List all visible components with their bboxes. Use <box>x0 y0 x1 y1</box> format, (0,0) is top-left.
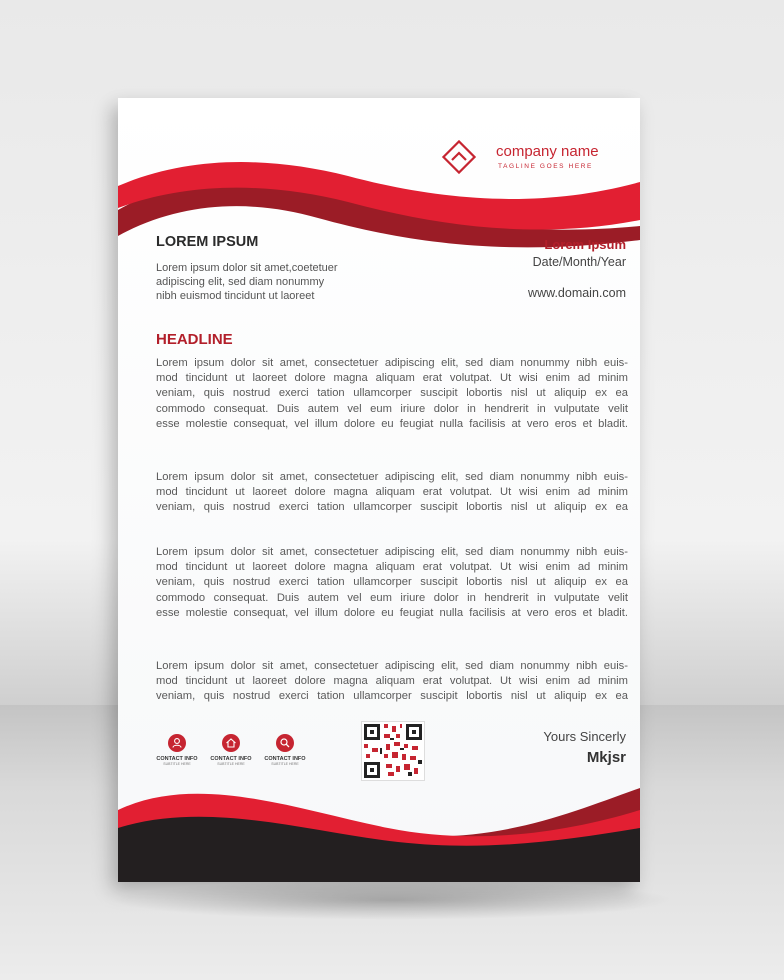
sender-address-line: adipiscing elit, sed diam nonummy <box>156 276 325 288</box>
paragraph-line: veniam, quis nostrud exerci tation ullamcorper suscipit lobortis nisl ut aliquip ex ea <box>156 387 628 400</box>
paragraph-line: esse molestie consequat, vel illum dolore eu feugiat nulla facilisis at vero eros et bladit. <box>156 606 628 619</box>
contact-info-item[interactable] <box>262 734 308 766</box>
company-name: company name <box>496 143 599 160</box>
company-logo-icon <box>440 138 478 176</box>
closing-salutation: Yours Sincerly <box>543 729 626 744</box>
body-paragraph <box>156 470 628 516</box>
sender-address-line: Lorem ipsum dolor sit amet,coetetuer <box>156 262 338 274</box>
paragraph-line: Lorem ipsum dolor sit amet, consectetuer adipiscing elit, sed diam nonummy nibh euis- <box>156 471 628 483</box>
headline: HEADLINE <box>156 331 233 348</box>
contact-label: CONTACT INFO <box>156 756 198 762</box>
body-paragraph <box>156 356 628 432</box>
company-tagline: TAGLINE GOES HERE <box>498 163 593 170</box>
paragraph-line: Lorem ipsum dolor sit amet, consectetuer adipiscing elit, sed diam nonummy nibh euis- <box>156 660 628 672</box>
contact-subtitle: SUBTITLE HERE <box>217 762 245 766</box>
contact-label: CONTACT INFO <box>264 756 306 762</box>
paragraph-line: mod tincidunt ut laoreet dolore magna aliquam erat volutpat. Ut wisi enim ad minim <box>156 372 628 385</box>
home-icon <box>222 734 240 752</box>
contact-subtitle: SUBTITLE HERE <box>163 762 191 766</box>
sender-title: LOREM IPSUM <box>156 234 259 250</box>
recipient-name: Lorem Ipsum <box>544 237 626 252</box>
letterhead-sheet <box>118 98 640 882</box>
contact-info-item[interactable] <box>154 734 200 766</box>
paragraph-line: Lorem ipsum dolor sit amet, consectetuer adipiscing elit, sed diam nonummy nibh euis- <box>156 546 628 558</box>
search-icon <box>276 734 294 752</box>
paragraph-line: veniam, quis nostrud exerci tation ullamcorper suscipit lobortis nisl ut aliquip ex ea <box>156 576 628 589</box>
sender-address-line: nibh euismod tincidunt ut laoreet <box>156 290 315 302</box>
paragraph-line: mod tincidunt ut laoreet dolore magna aliquam erat volutpat. Ut wisi enim ad minim <box>156 561 628 574</box>
footer-wave <box>118 770 640 882</box>
contact-label: CONTACT INFO <box>210 756 252 762</box>
paragraph-line: esse molestie consequat, vel illum dolore eu feugiat nulla facilisis at vero eros et bladit. <box>156 417 628 430</box>
signature: Mkjsr <box>586 749 626 766</box>
letter-date: Date/Month/Year <box>532 255 626 269</box>
paragraph-line: commodo consequat. Duis autem vel eum iriure dolor in hendrerit in vulputate velit <box>156 591 628 604</box>
body-paragraph <box>156 659 628 705</box>
contact-info-item[interactable] <box>208 734 254 766</box>
paragraph-line: mod tincidunt ut laoreet dolore magna aliquam erat volutpat. Ut wisi enim ad minim <box>156 486 628 499</box>
paragraph-line: veniam, quis nostrud exerci tation ullamcorper suscipit lobortis nisl ut aliquip ex ea <box>156 690 628 703</box>
paragraph-line: commodo consequat. Duis autem vel eum iriure dolor in hendrerit in vulputate velit <box>156 402 628 415</box>
website-domain[interactable]: www.domain.com <box>528 286 626 300</box>
user-icon <box>168 734 186 752</box>
contact-subtitle: SUBTITLE HERE <box>271 762 299 766</box>
sheet-shadow <box>110 880 675 920</box>
paragraph-line: Lorem ipsum dolor sit amet, consectetuer adipiscing elit, sed diam nonummy nibh euis- <box>156 357 628 369</box>
body-paragraph <box>156 545 628 621</box>
paragraph-line: mod tincidunt ut laoreet dolore magna aliquam erat volutpat. Ut wisi enim ad minim <box>156 675 628 688</box>
paragraph-line: veniam, quis nostrud exerci tation ullamcorper suscipit lobortis nisl ut aliquip ex ea <box>156 501 628 514</box>
